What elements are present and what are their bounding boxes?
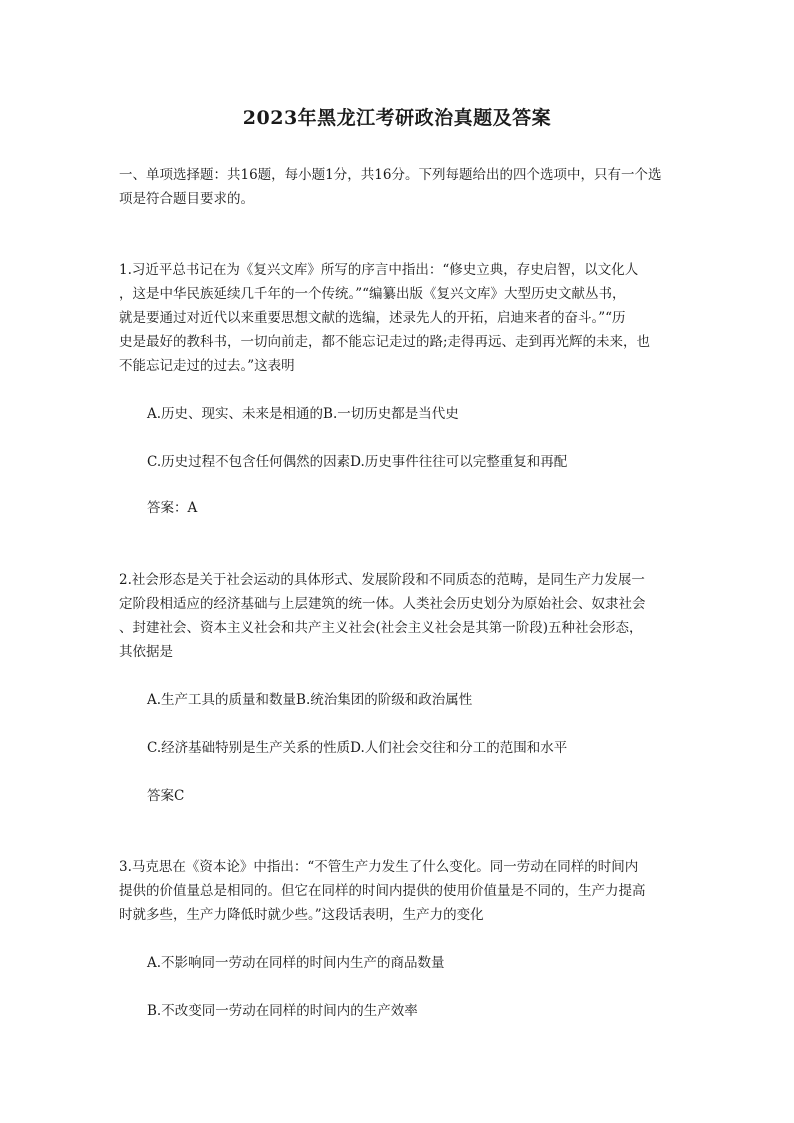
text-line: 时就多些，生产力降低时就少些。”这段话表明，生产力的变化	[119, 907, 484, 923]
question-1-option-ab: A.历史、现实、未来是相通的B.一切历史都是当代史	[147, 406, 459, 422]
question-3-option-a: A.不影响同一劳动在同样的时间内生产的商品数量	[147, 955, 445, 971]
text-line: ，这是中华民族延续几千年的一个传统。”“编纂出版《复兴文库》大型历史文献丛书，	[119, 286, 626, 302]
question-1-stem	[119, 258, 679, 378]
question-1-answer: 答案：A	[147, 500, 198, 516]
question-3-stem	[119, 855, 679, 927]
question-1-option-cd: C.历史过程不包含任何偶然的因素D.历史事件往往可以完整重复和再配	[147, 454, 568, 470]
text-line: 1.习近平总书记在为《复兴文库》所写的序言中指出：“修史立典，存史启智，以文化人	[119, 262, 639, 278]
question-2-option-cd: C.经济基础特别是生产关系的性质D.人们社会交往和分工的范围和水平	[147, 740, 568, 756]
section-intro	[119, 163, 679, 211]
text-line: 项是符合题目要求的。	[119, 191, 254, 207]
text-line: 一、单项选择题：共16题，每小题1分，共16分。下列每题给出的四个选项中，只有一个选	[119, 167, 662, 183]
question-2-answer: 答案C	[147, 788, 185, 804]
page-title: 2023年黑龙江考研政治真题及答案	[242, 107, 552, 129]
text-line: 、封建社会、资本主义社会和共产主义社会(社会主义社会是其第一阶段)五种社会形态，	[119, 620, 643, 636]
question-2-option-ab: A.生产工具的质量和数量B.统治集团的阶级和政治属性	[147, 692, 473, 708]
text-line: 3.马克思在《资本论》中指出：“不管生产力发生了什么变化。同一劳动在同样的时间内	[119, 859, 639, 875]
question-3-option-b: B.不改变同一劳动在同样的时间内的生产效率	[147, 1003, 418, 1019]
text-line: 就是要通过对近代以来重要思想文献的选编，述录先人的开拓，启迪来者的奋斗。”“历	[119, 310, 626, 326]
text-line: 2.社会形态是关于社会运动的具体形式、发展阶段和不同质态的范畴，是同生产力发展一	[119, 572, 645, 588]
question-2-stem	[119, 568, 679, 664]
text-line: 不能忘记走过的过去。”这表明	[119, 358, 295, 374]
text-line: 定阶段相适应的经济基础与上层建筑的统一体。人类社会历史划分为原始社会、奴隶社会	[119, 596, 646, 612]
text-line: 史是最好的教科书，一切向前走，都不能忘记走过的路;走得再远、走到再光辉的未来，也	[119, 334, 651, 350]
text-line: 其依据是	[119, 644, 173, 660]
text-line: 提供的价值量总是相同的。但它在同样的时间内提供的使用价值量是不同的，生产力提高	[119, 883, 646, 899]
